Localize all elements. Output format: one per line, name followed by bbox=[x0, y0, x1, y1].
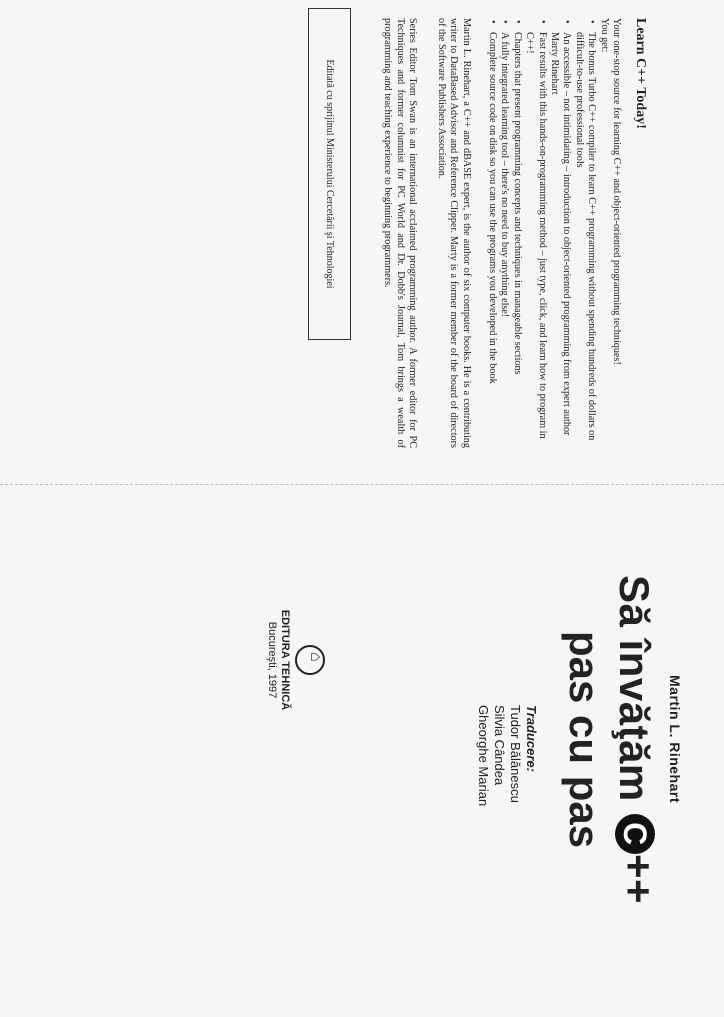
editor-bio: Series Editor Tom Swan is an international acclaimed programming author. A former editor for PC Techniques and former columnist for PC World and Dr. Dobb's Journal, Tom brings a wealth of programming and teaching experience to beginning programmers. bbox=[382, 18, 419, 448]
back-cover-heading: Learn C++ Today! bbox=[633, 18, 648, 129]
back-cover bbox=[88, 18, 648, 448]
translator: Gheorghe Marian bbox=[476, 705, 491, 807]
title-line-1 bbox=[609, 575, 662, 1005]
intro-line: Your one-stop source for learning C++ and object-oriented programming techniques! bbox=[611, 18, 622, 365]
feature-item: • The bonus Turbo C++ compiler to learn C++ programming without spending hundreds of dollars on difficult-to-use professional tools bbox=[572, 18, 597, 448]
publisher-logo-icon bbox=[295, 645, 325, 675]
publisher-block bbox=[265, 575, 325, 745]
author-bio: Martin L. Rinehart, a C++ and dBASE expert, is the author of six computer books. He is a contributing writer to DataBased Advisor and Reference Clipper. Marty is a former member of the board of directors of the Software Publishers Association. bbox=[435, 18, 472, 448]
translation-credits bbox=[475, 705, 539, 1005]
cpp-logo bbox=[613, 814, 663, 904]
feature-item: • An accessible – not intimidating – introduction to object-oriented programming from expert author Marty Rinehart bbox=[548, 18, 573, 448]
intro-you-get: You get: bbox=[598, 18, 610, 53]
front-cover bbox=[73, 575, 683, 1005]
publisher-name: EDITURA TEHNICĂ bbox=[279, 609, 291, 711]
plus-plus: ++ bbox=[615, 853, 662, 905]
sponsor-box: Editată cu sprijinul Ministerului Cercetării şi Tehnologiei bbox=[308, 8, 351, 340]
title-line-2: pas cu pas bbox=[561, 631, 608, 849]
author-name: Martin L. Rinehart bbox=[667, 675, 683, 804]
feature-item: • Complete source code on disk so you can use the programs you developed in the book bbox=[486, 18, 498, 448]
feature-item: • Fast results with this hands-on-programming method – just type, click, and learn how to program in C++! bbox=[523, 18, 548, 448]
translation-label: Traducere: bbox=[524, 705, 539, 772]
publish-place-year: Bucureşti, 1997 bbox=[266, 621, 278, 699]
feature-item: • A fully integrated learning tool – there's no need to buy anything else! bbox=[498, 18, 510, 448]
translator: Silvia Cândea bbox=[492, 705, 507, 786]
feature-list bbox=[486, 18, 598, 448]
c-badge-icon: C bbox=[615, 814, 655, 854]
cover-fold-line bbox=[0, 484, 724, 485]
translator: Tudor Bălănescu bbox=[508, 705, 523, 803]
title-text: Să învăţăm bbox=[611, 575, 658, 802]
feature-item: • Chapters that present programming concepts and techniques in manageable sections bbox=[510, 18, 522, 448]
